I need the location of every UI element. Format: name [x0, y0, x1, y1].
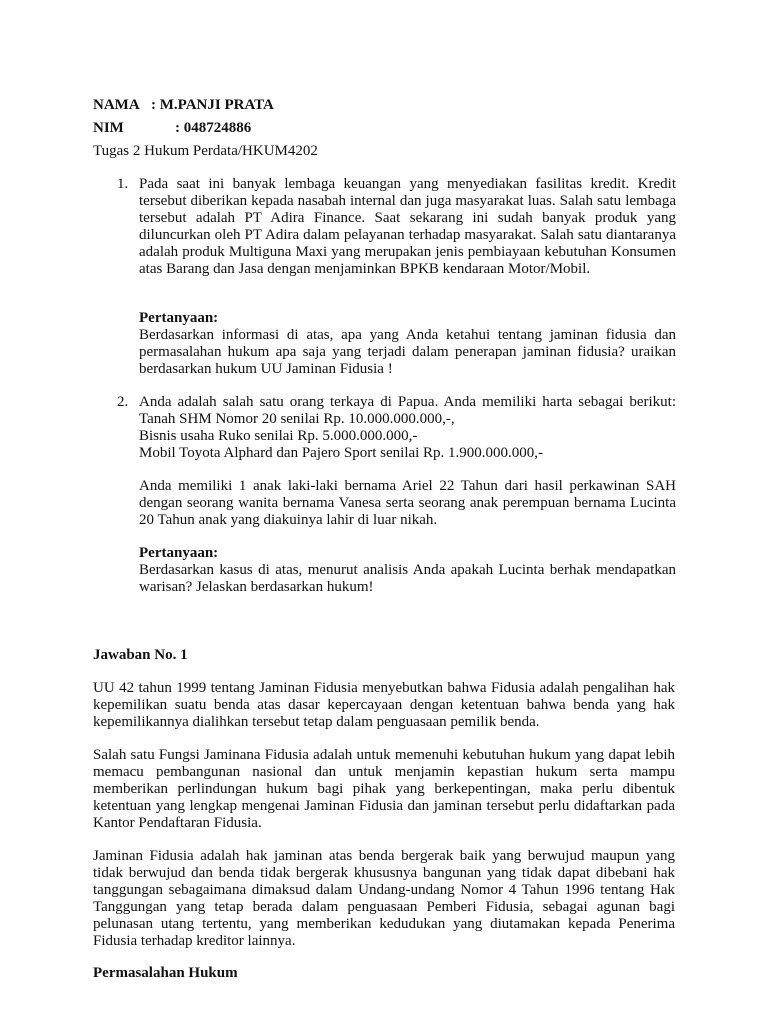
question-text: Pada saat ini banyak lembaga keuangan yang menyediakan fasilitas kredit. Kredit tersebut diberikan kepada nasabah internal dan juga masyarakat luas. Salah satu lembaga tersebut adalah PT Adira Finance. Saat sekarang ini sudah banyak produk yang diluncurkan oleh PT Adira dalam pelayanan terhadap masyarakat. Salah satu diantaranya adalah produk Multiguna Maxi yang merupakan jenis pembiayaan kebutuhan Konsumen atas Barang dan Jasa dengan menjaminkan BPKB kendaraan Motor/Mobil.	[139, 176, 676, 277]
nim-line	[93, 120, 251, 137]
nim-value: : 048724886	[175, 120, 252, 136]
question-text: Anda adalah salah satu orang terkaya di Papua. Anda memiliki harta sebagai berikut: Tanah SHM Nomor 20 senilai Rp. 10.000.000.000,-,	[139, 394, 676, 427]
pertanyaan-text: Berdasarkan kasus di atas, menurut analisis Anda apakah Lucinta berhak mendapatkan warisan? Jelaskan berdasarkan hukum!	[139, 562, 676, 595]
name-value: : M.PANJI PRATA	[151, 97, 274, 113]
answer-paragraph: Salah satu Fungsi Jaminana Fidusia adalah untuk memenuhi kebutuhan hukum yang dapat lebih memacu pembangunan nasional dan untuk menjamin kepastian hukum serta mampu memberikan perlindungan hukum bagi pihak yang berkepentingan, maka perlu dibentuk ketentuan yang lengkap mengenai Jaminan Fidusia dan jaminan tersebut perlu didaftarkan pada Kantor Pendaftaran Fidusia.	[93, 747, 675, 831]
answer-paragraph: Jaminan Fidusia adalah hak jaminan atas benda bergerak baik yang berwujud maupun yang tidak berwujud dan benda tidak bergerak khususnya bangunan yang tidak dapat dibebani hak tanggungan sebagaimana dimaksud dalam Undang-undang Nomor 4 Tahun 1996 tentang Hak Tanggungan yang tetap berada dalam penguasaan Pemberi Fidusia, sebagai agunan bagi pelunasan utang tertentu, yang memberikan kedudukan yang diutamakan kepada Penerima Fidusia terhadap kreditor lainnya.	[93, 848, 675, 949]
story-text: Anda memiliki 1 anak laki-laki bernama Ariel 22 Tahun dari hasil perkawinan SAH dengan seorang wanita bernama Vanesa serta seorang anak perempuan bernama Lucinta 20 Tahun anak yang diakuinya lahir di luar nikah.	[139, 478, 676, 528]
pertanyaan-label: Pertanyaan:	[139, 310, 219, 326]
answer-paragraph: UU 42 tahun 1999 tentang Jaminan Fidusia menyebutkan bahwa Fidusia adalah pengalihan hak kepemilikan suatu benda atas dasar kepercayaan dengan ketentuan bahwa benda yang hak kepemilikannya dialihkan tersebut tetap dalam penguasaan pemilik benda.	[93, 680, 675, 730]
question-number: 2.	[117, 394, 129, 410]
asset-item: Mobil Toyota Alphard dan Pajero Sport senilai Rp. 1.900.000.000,-	[139, 445, 544, 461]
answer-subheading: Permasalahan Hukum	[93, 965, 238, 981]
nim-label: NIM	[93, 120, 124, 136]
name-label: NAMA	[93, 97, 140, 113]
asset-item: Bisnis usaha Ruko senilai Rp. 5.000.000.000,-	[139, 428, 418, 444]
pertanyaan-text: Berdasarkan informasi di atas, apa yang Anda ketahui tentang jaminan fidusia dan permasalahan hukum apa saja yang terjadi dalam penerapan jaminan fidusia? uraikan berdasarkan hukum UU Jaminan Fidusia !	[139, 327, 676, 377]
course-title: Tugas 2 Hukum Perdata/HKUM4202	[93, 143, 318, 159]
name-line	[93, 97, 274, 114]
pertanyaan-label: Pertanyaan:	[139, 545, 219, 561]
question-number: 1.	[117, 176, 129, 192]
answer-heading: Jawaban No. 1	[93, 647, 188, 663]
